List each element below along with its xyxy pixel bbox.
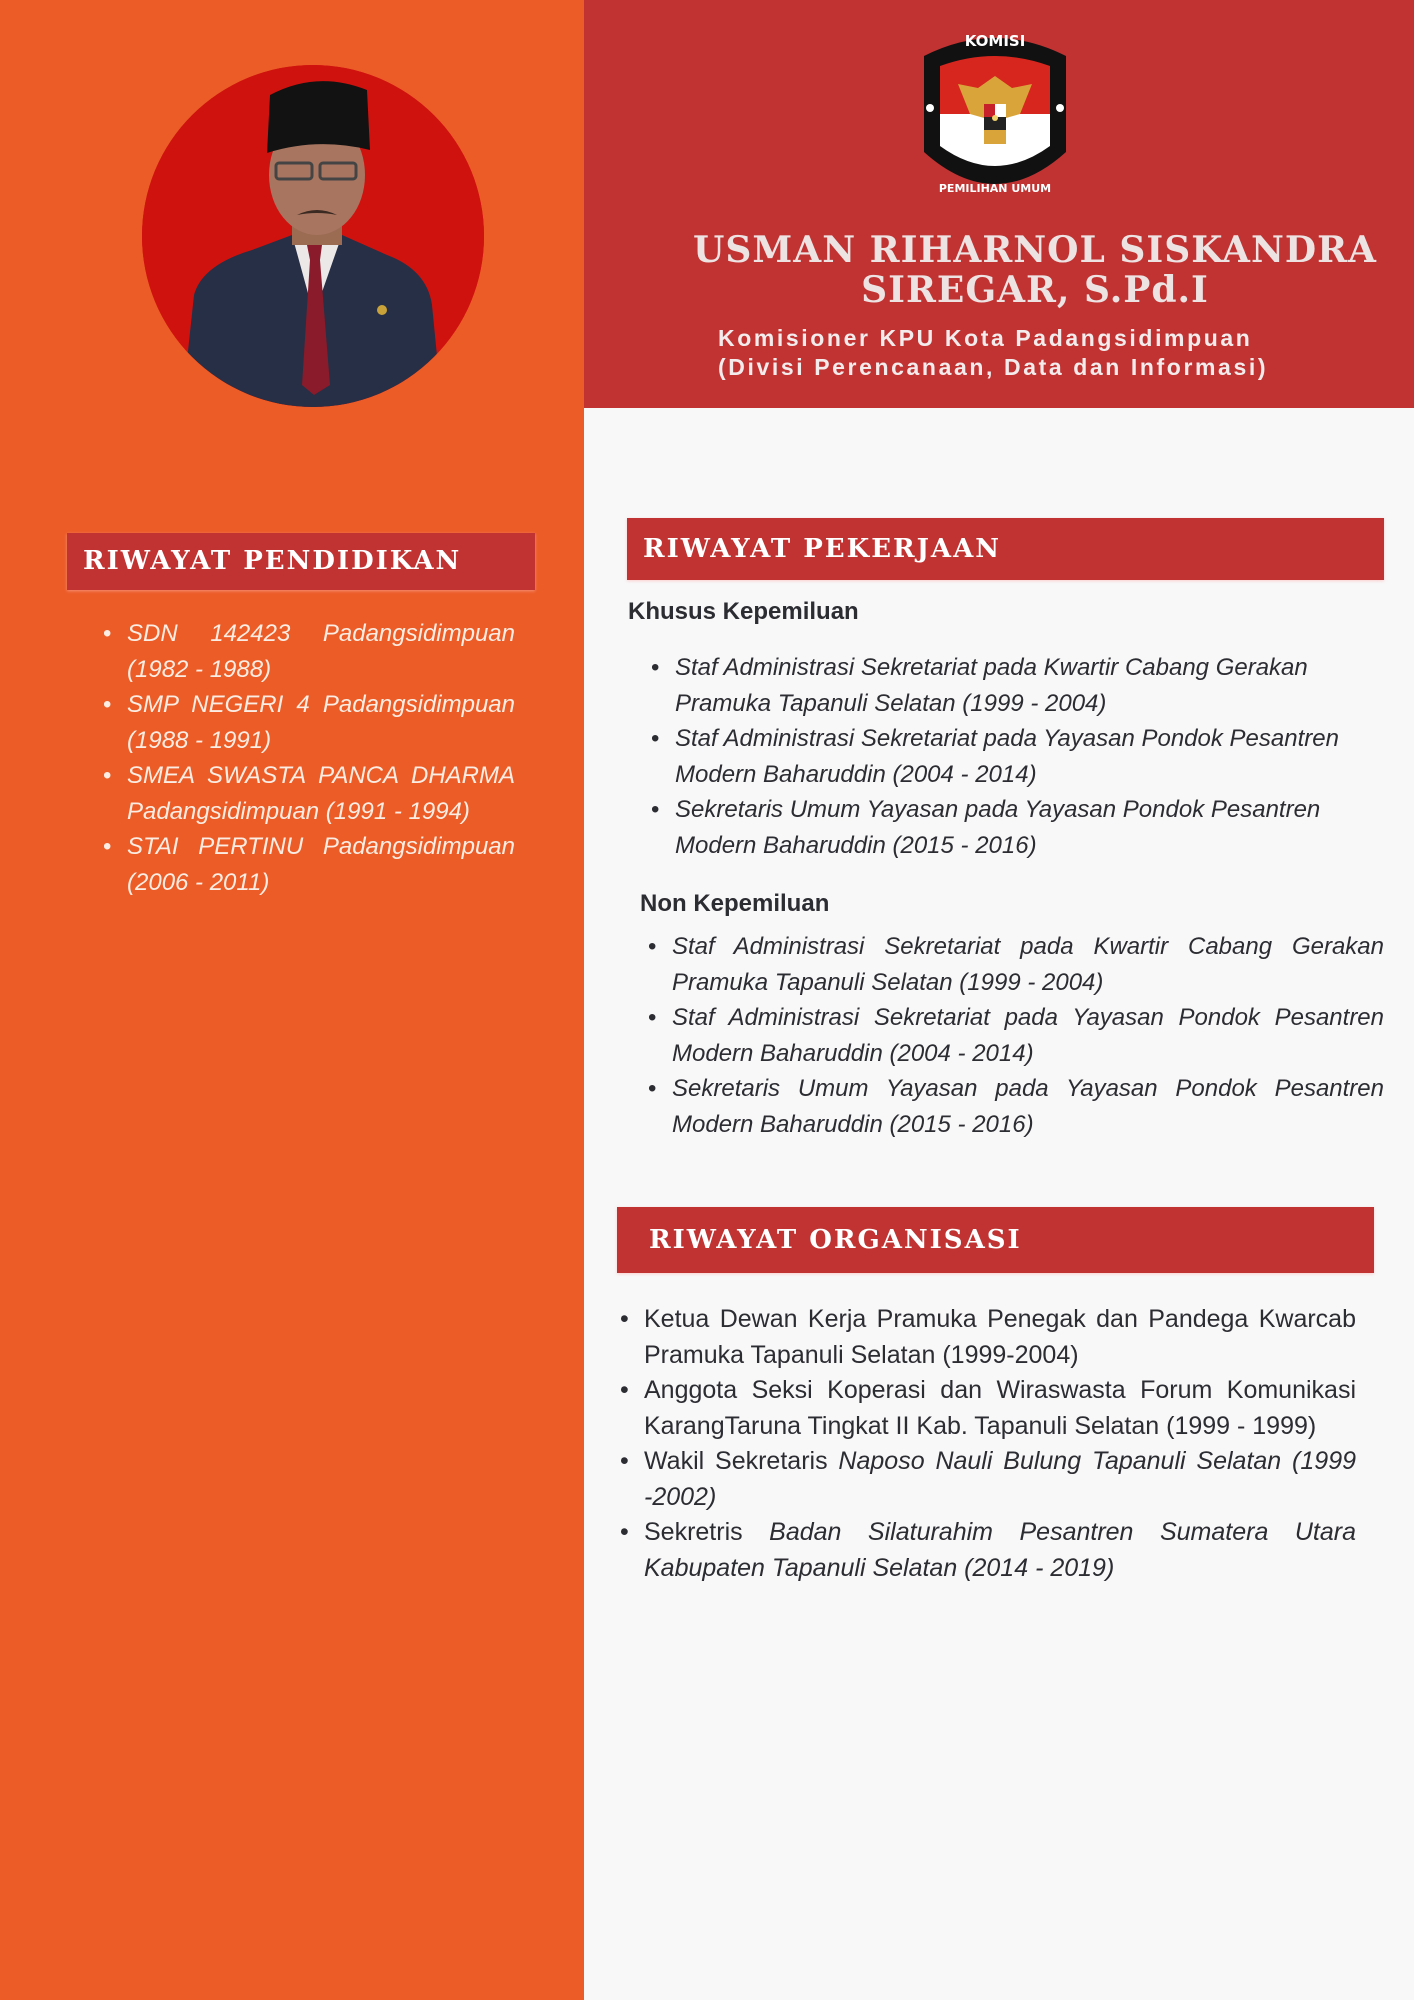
list-item: • Staf Administrasi Sekretariat pada Kwartir Cabang Gerakan Pramuka Tapanuli Selatan (1999 - 2004) [643,650,1383,721]
bullet-icon: • [648,1004,657,1031]
kpu-logo [918,26,1072,202]
list-item: • Anggota Seksi Koperasi dan Wiraswasta Forum Komunikasi KarangTaruna Tingkat II Kab. Tapanuli Selatan (1999 - 1999) [612,1373,1356,1444]
role-line-2: (Divisi Perencanaan, Data dan Informasi) [718,354,1269,380]
subheading-khusus-kepemiluan: Khusus Kepemiluan [628,598,859,625]
name-line-2: SIREGAR, S.Pd.I [861,269,1209,311]
list-item: • STAI PERTINU Padangsidimpuan (2006 - 2011) [95,829,515,900]
logo-top-text: KOMISI [964,32,1026,50]
work-list-non [640,929,1384,1142]
person-role [718,324,1398,382]
bullet-icon: • [648,933,657,960]
section-title-education: RIWAYAT PENDIDIKAN [67,533,535,590]
list-item: • Sekretris Badan Silaturahim Pesantren Sumatera Utara Kabupaten Tapanuli Selatan (2014 - 2019) [612,1515,1356,1586]
bullet-icon: • [103,620,112,647]
list-item: • Ketua Dewan Kerja Pramuka Penegak dan Pandega Kwarcab Pramuka Tapanuli Selatan (1999-2004) [612,1302,1356,1373]
work-list-khusus [643,650,1383,863]
section-title-organization: RIWAYAT ORGANISASI [617,1207,1374,1273]
name-line-1: USMAN RIHARNOL SISKANDRA [693,229,1377,271]
list-item: • Wakil Sekretaris Naposo Nauli Bulung Tapanuli Selatan (1999 -2002) [612,1444,1356,1515]
list-item: • Staf Administrasi Sekretariat pada Yayasan Pondok Pesantren Modern Baharuddin (2004 - 2014) [640,1000,1384,1071]
list-item: • Staf Administrasi Sekretariat pada Kwartir Cabang Gerakan Pramuka Tapanuli Selatan (1999 - 2004) [640,929,1384,1000]
kpu-logo-icon [918,26,1072,202]
education-list [95,616,515,900]
list-item: • SMEA SWASTA PANCA DHARMA Padangsidimpuan (1991 - 1994) [95,758,515,829]
bullet-icon: • [103,762,112,789]
person-portrait-icon [142,65,484,407]
list-item: • Sekretaris Umum Yayasan pada Yayasan Pondok Pesantren Modern Baharuddin (2015 - 2016) [640,1071,1384,1142]
bullet-icon: • [620,1376,629,1404]
bullet-icon: • [651,654,660,681]
organization-list [612,1302,1356,1586]
role-line-1: Komisioner KPU Kota Padangsidimpuan [718,325,1253,351]
bullet-icon: • [103,691,112,718]
profile-photo [142,65,484,407]
bullet-icon: • [620,1305,629,1333]
list-item: • Staf Administrasi Sekretariat pada Yayasan Pondok Pesantren Modern Baharuddin (2004 - 2014) [643,721,1383,792]
logo-bottom-text: PEMILIHAN UMUM [938,182,1052,195]
list-item: • SDN 142423 Padangsidimpuan (1982 - 1988) [95,616,515,687]
list-item: • Sekretaris Umum Yayasan pada Yayasan Pondok Pesantren Modern Baharuddin (2015 - 2016) [643,792,1383,863]
bullet-icon: • [651,796,660,823]
bullet-icon: • [620,1518,629,1546]
list-item: • SMP NEGERI 4 Padangsidimpuan (1988 - 1991) [95,687,515,758]
bullet-icon: • [648,1075,657,1102]
section-title-work: RIWAYAT PEKERJAAN [627,518,1384,580]
bullet-icon: • [651,725,660,752]
bullet-icon: • [620,1447,629,1475]
person-name [660,230,1410,310]
bullet-icon: • [103,833,112,860]
subheading-non-kepemiluan: Non Kepemiluan [640,890,830,917]
